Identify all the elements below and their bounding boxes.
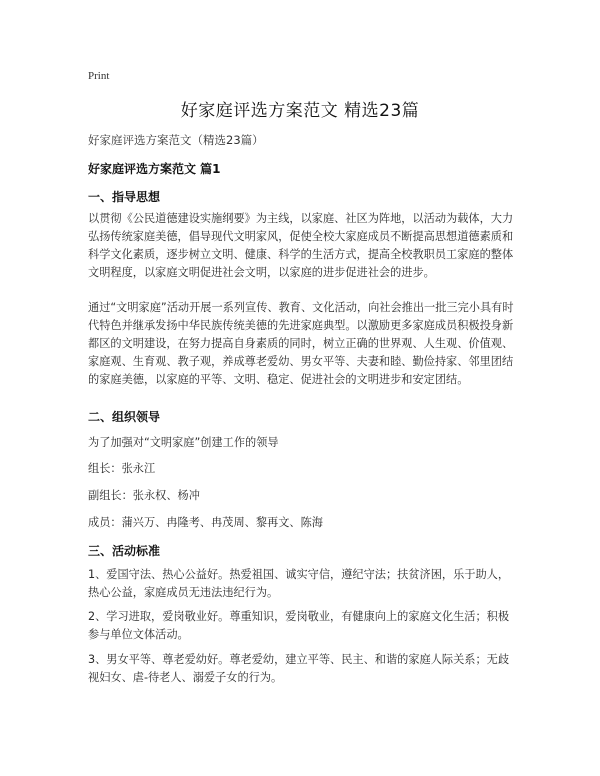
subtitle: 好家庭评选方案范文（精选23篇） bbox=[88, 133, 264, 147]
section-1-heading: 一、指导思想 bbox=[88, 190, 161, 204]
section-3-item-1: 1、爱国守法、热心公益好。热爱祖国、诚实守信，遵纪守法；扶贫济困，乐于助人，热心公益，家庭成员无违法违纪行为。 bbox=[88, 568, 510, 599]
section-1-paragraph-1: 以贯彻《公民道德建设实施纲要》为主线，以家庭、社区为阵地，以活动为载体，大力弘扬传统家庭美德，倡导现代文明家风，促使全校大家庭成员不断提高思想道德素质和科学文化素质，逐步树立文明、健康、科学的生活方式，提高全校教职员工家庭的整体文明程度，以家庭文明促进社会文明，以家庭的进步促进社会的进步。 bbox=[88, 212, 514, 279]
section-3-item-3: 3、男女平等、尊老爱幼好。尊老爱幼，建立平等、民主、和谐的家庭人际关系；无歧视妇女、虐-待老人、溺爱子女的行为。 bbox=[88, 653, 510, 684]
article-heading: 好家庭评选方案范文 篇1 bbox=[88, 162, 221, 176]
page-title: 好家庭评选方案范文 精选23篇 bbox=[180, 101, 420, 121]
section-2-deputy: 副组长：张永权、杨冲 bbox=[88, 489, 200, 502]
section-2-heading: 二、组织领导 bbox=[88, 410, 161, 424]
section-1-paragraph-2: 通过“文明家庭”活动开展一系列宣传、教育、文化活动，向社会推出一批三完小具有时代特色并继承发扬中华民族传统美德的先进家庭典型。以激励更多家庭成员积极投身新都区的文明建设，在努力提高自身素质的同时，树立正确的世界观、人生观、价值观、家庭观、生育观、教子观，养成尊老爱幼、男女平等、夫妻和睦、勤俭持家、邻里团结的家庭美德，以家庭的平等、文明、稳定、促进社会的文明进步和安定团结。 bbox=[88, 301, 514, 386]
print-label[interactable]: Print bbox=[88, 70, 110, 82]
section-2-members: 成员：蒲兴万、冉隆考、冉茂周、黎再文、陈海 bbox=[88, 516, 323, 529]
section-2-leader: 组长：张永江 bbox=[88, 462, 156, 475]
section-2-intro: 为了加强对“文明家庭”创建工作的领导 bbox=[88, 436, 279, 449]
section-3-item-2: 2、学习进取，爱岗敬业好。尊重知识，爱岗敬业，有健康向上的家庭文化生活；积极参与单位文体活动。 bbox=[88, 610, 510, 641]
section-3-heading: 三、活动标准 bbox=[88, 544, 161, 558]
